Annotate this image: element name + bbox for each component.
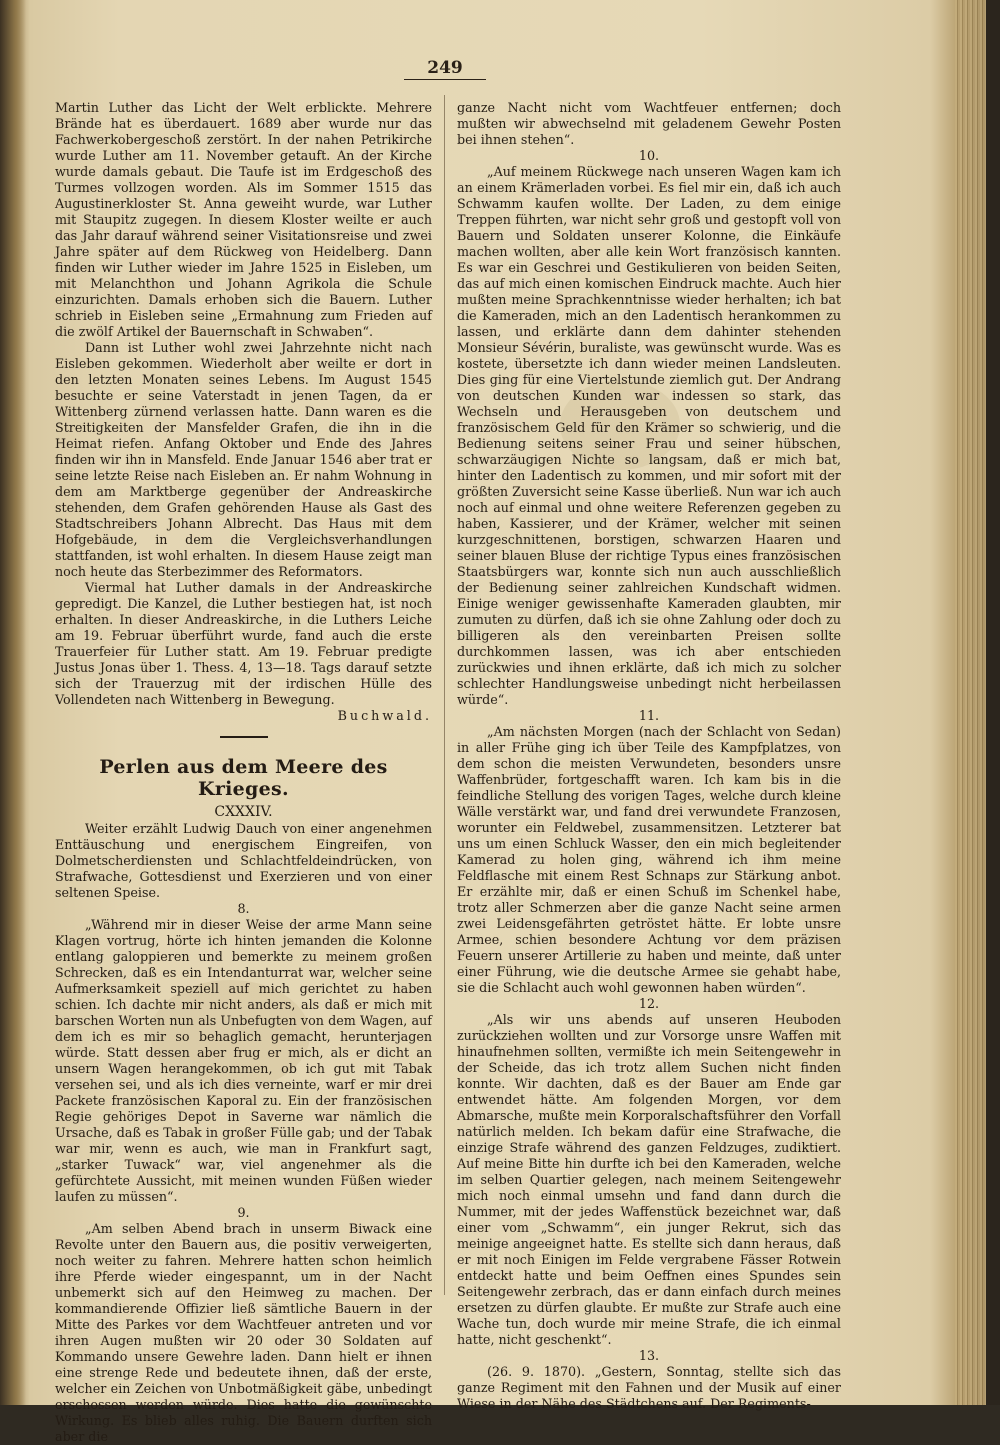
book-cover-edge (986, 0, 1000, 1405)
paragraph-number: 12. (638, 996, 660, 1011)
section-intro: Weiter erzählt Ludwig Dauch von einer angenehmen Enttäuschung und energischem Eingreifen, von Dolmetscherdiensten und Schlachtfeldeindrücken, von Strafwache, Gottesdienst und Exerzieren und von einer seltenen Speise. (55, 821, 432, 900)
story-paragraph: „Auf meinem Rückwege nach unseren Wagen kam ich an einem Krämerladen vorbei. Es fiel mir ein, daß ich auch Schwamm kaufen wollte. Der Laden, zu dem einige Treppen führten, war nicht sehr groß und gestopft voll von Bauern und Soldaten unserer Kolonne, die Einkäufe machen wollten, aber alle kein Wort französisch kannten. Es war ein Geschrei und Gestikulieren von beiden Seiten, das auf mich einen komischen Eindruck machte. Auch hier mußten meine Sprachkenntnisse wieder herhalten; ich bat die Kameraden, mich an den Ladentisch herankommen zu lassen, und erklärte dann dem dahinter stehenden Monsieur Sévérin, buraliste, was gewünscht wurde. Was es kostete, übersetzte ich dann wieder meinen Landsleuten. Dies ging für eine Viertelstunde ziemlich gut. Der Andrang von deutschen Kunden war indessen so stark, das Wechseln und Herausgeben von deutschem und französischem Geld für den Krämer so schwierig, und die Bedienung seitens seiner Frau und seiner hübschen, schwarzäugigen Nichte so langsam, daß er mich bat, hinter den Ladentisch zu kommen, und mir sofort mit der größten Zuversicht seine Kasse überließ. Nun war ich auch noch auf einmal und ohne weitere Referenzen gegeben zu haben, Kassierer, und der Krämer, welcher mit seinen kurzgeschnittenen, borstigen, schwarzen Haaren und seiner blauen Bluse der richtige Typus eines französischen Staatsbürgers war, konnte sich nun auch ausschließlich der Bedienung seiner zahlreichen Kundschaft widmen. Einige weniger gewissenhafte Kameraden glaubten, mir zumuten zu dürfen, daß ich sie ohne Zahlung oder doch zu billigeren als den vereinbarten Preisen sollte durchkommen lassen, was ich aber entschieden zurückwies und ihnen erklärte, daß ich mich zu solcher schlechter Handlungsweise unbedingt nicht herbeilassen würde“. (457, 164, 841, 707)
page-number-rule (404, 79, 486, 80)
story-paragraph: (26. 9. 1870). „Gestern, Sonntag, stellte sich das ganze Regiment mit den Fahnen und der Musik auf einer Wiese in der Nähe des Städtchens auf. Der Regiments- (457, 1364, 841, 1411)
story-paragraph: ganze Nacht nicht vom Wachtfeuer entfernen; doch mußten wir abwechselnd mit geladenem Gewehr Posten bei ihnen stehen“. (457, 100, 841, 147)
section-title: Perlen aus dem Meere des Krieges. (99, 756, 388, 800)
section-number: CXXXIV. (214, 804, 273, 820)
paragraph-number: 9. (237, 1205, 250, 1220)
paragraph-number: 8. (237, 901, 250, 916)
book-gutter (0, 0, 26, 1405)
luther-article-paragraph: Martin Luther das Licht der Welt erblickte. Mehrere Brände hat es überdauert. 1689 aber wurde nur das Fachwerkobergeschoß zerstört. In der nahen Petrikirche wurde Luther am 11. November getauft. An der Kirche wurde damals gebaut. Die Taufe ist im Erdgeschoß des Turmes vollzogen worden. Als im Sommer 1515 das Augustinerkloster St. Anna geweiht wurde, war Luther mit Staupitz zugegen. In diesem Kloster weilte er auch das Jahr darauf während seiner Visitationsreise und zwei Jahre später auf dem Rückweg von Heidelberg. Dann finden wir Luther wieder im Jahre 1525 in Eisleben, um mit Melanchthon und Johann Agrikola die Schule einzurichten. Damals erhoben sich die Bauern. Luther schrieb in Eisleben seine „Ermahnung zum Frieden auf die zwölf Artikel der Bauernschaft in Schwaben“. (55, 100, 432, 339)
story-paragraph: „Am selben Abend brach in unserm Biwack eine Revolte unter den Bauern aus, die positiv verweigerten, noch weiter zu fahren. Mehrere hatten schon heimlich ihre Pferde wieder eingespannt, um in der Nacht unbemerkt sich auf den Heimweg zu machen. Der kommandierende Offizier ließ sämtliche Bauern in der Mitte des Parkes vor dem Wachtfeuer antreten und vor ihren Augen mußten wir 20 oder 30 Soldaten auf Kommando unsere Gewehre laden. Dann hielt er ihnen eine strenge Rede und bedeutete ihnen, daß der erste, welcher ein Zeichen von Unbotmäßigkeit gäbe, unbedingt erschossen werden würde. Dies hatte die gewünschte Wirkung. Es blieb alles ruhig. Die Bauern durften sich aber die (55, 1221, 432, 1444)
section-separator (220, 736, 268, 738)
left-column (55, 100, 432, 1445)
column-divider (444, 95, 445, 1295)
paragraph-number: 10. (638, 148, 660, 163)
paragraph-number: 11. (638, 708, 660, 723)
author-signature: Buchwald. (337, 708, 432, 723)
luther-article-paragraph: Viermal hat Luther damals in der Andreaskirche gepredigt. Die Kanzel, die Luther bestiegen hat, ist noch erhalten. In dieser Andreaskirche, in die Luthers Leiche am 19. Februar überführt wurde, fand auch die erste Trauerfeier für Luther statt. Am 19. Februar predigte Justus Jonas über 1. Thess. 4, 13—18. Tags darauf setzte sich der Trauerzug mit der irdischen Hülle des Vollendeten nach Wittenberg in Bewegung. (55, 580, 432, 707)
luther-article-paragraph: Dann ist Luther wohl zwei Jahrzehnte nicht nach Eisleben gekommen. Wiederholt aber weilte er dort in den letzten Monaten seines Lebens. Im August 1545 besuchte er seine Vaterstadt in jenen Tagen, da er Wittenberg zürnend verlassen hatte. Dann waren es die Streitigkeiten der Mansfelder Grafen, die ihn in die Heimat riefen. Anfang Oktober und Ende des Jahres finden wir ihn in Mansfeld. Ende Januar 1546 aber trat er seine letzte Reise nach Eisleben an. Er nahm Wohnung in dem am Marktberge gegenüber der Andreaskirche stehenden, dem Grafen gehörenden Hause als Gast des Stadtschreibers Johann Albrecht. Das Haus mit dem Hofgebäude, in dem die Vergleichsverhandlungen stattfanden, ist wohl erhalten. In diesem Hause zeigt man noch heute das Sterbezimmer des Reformators. (55, 340, 432, 579)
story-paragraph: „Während mir in dieser Weise der arme Mann seine Klagen vortrug, hörte ich hinten jemanden die Kolonne entlang galoppieren und bemerkte zu meinem großen Schrecken, daß es ein Intendanturrat war, welcher seine Aufmerksamkeit speziell auf mich gerichtet zu haben schien. Ich dachte mir nicht anders, als daß er mich mit barschen Worten nun als Unbefugten von dem Wagen, auf dem ich es mir so behaglich gemacht, herunterjagen würde. Statt dessen aber frug er mich, als er dicht an unsern Wagen herangekommen, ob ich gut mit Tabak versehen sei, und als ich dies verneinte, warf er mir drei Packete französischen Kaporal zu. Ein der französischen Regie gehöriges Depot in Saverne war nämlich die Ursache, daß es Tabak in großer Fülle gab; und der Tabak war mir, wenn es auch, wie man in Frankfurt sagt, „starker Tuwack“ war, viel angenehmer als die gefürchtete Aussicht, mit meinen wunden Füßen wieder laufen zu müssen“. (55, 917, 432, 1204)
story-paragraph: „Am nächsten Morgen (nach der Schlacht von Sedan) in aller Frühe ging ich über Teile des Kampfplatzes, von dem schon die meisten Verwundeten, besonders unsre Waffenbrüder, fortgeschafft waren. Ich kam bis in die feindliche Stellung des vorigen Tages, welche durch kleine Wälle verstärkt war, und fand drei verwundete Franzosen, worunter ein Feldwebel, zusammensitzen. Letzterer bat uns um einen Schluck Wasser, den ein mich begleitender Kamerad zu holen ging, während ich ihm meine Feldflasche mit einem Rest Schnaps zur Stärkung anbot. Er erzählte mir, daß er einen Schuß im Schenkel habe, trotz aller Schmerzen aber die ganze Nacht seine armen zwei Leidensgefährten getröstet hätte. Er lobte unsre Armee, schien besondere Achtung vor dem präzisen Feuern unserer Artillerie zu haben und meinte, daß unter einer Führung, wie die deutsche Armee sie gehabt habe, sie die Schlacht auch wohl gewonnen haben würden“. (457, 724, 841, 995)
page-number: 249 (427, 58, 463, 78)
right-column (457, 100, 841, 1412)
story-paragraph: „Als wir uns abends auf unseren Heuboden zurückziehen wollten und zur Vorsorge unsre Waffen mit hinaufnehmen sollten, vermißte ich mein Seitengewehr in der Scheide, das ich trotz allem Suchen nicht finden konnte. Wir dachten, daß es der Bauer am Ende gar entwendet hätte. Am folgenden Morgen, vor dem Abmarsche, mußte mein Korporalschaftsführer den Vorfall natürlich melden. Ich bekam dafür eine Strafwache, die einzige Strafe während des ganzen Feldzuges, zudiktiert. Auf meine Bitte hin durfte ich bei den Kameraden, welche im selben Quartier gelegen, nach meinem Seitengewehr mich noch einmal umsehn und fand dann durch die Nummer, mit der jedes Waffenstück bezeichnet war, daß einer vom „Schwamm“, ein junger Rekrut, sich das meinige angeeignet hatte. Es stellte sich dann heraus, daß er mit noch Einigen im Felde vergrabene Fässer Rotwein entdeckt hatte und beim Oeffnen eines Spundes sein Seitengewehr zerbrach, das er dann einfach durch meines ersetzen zu dürfen glaubte. Er mußte zur Strafe auch eine Wache tun, doch wurde mir meine Strafe, die ich einmal hatte, nicht geschenkt“. (457, 1012, 841, 1347)
paragraph-number: 13. (638, 1348, 660, 1363)
